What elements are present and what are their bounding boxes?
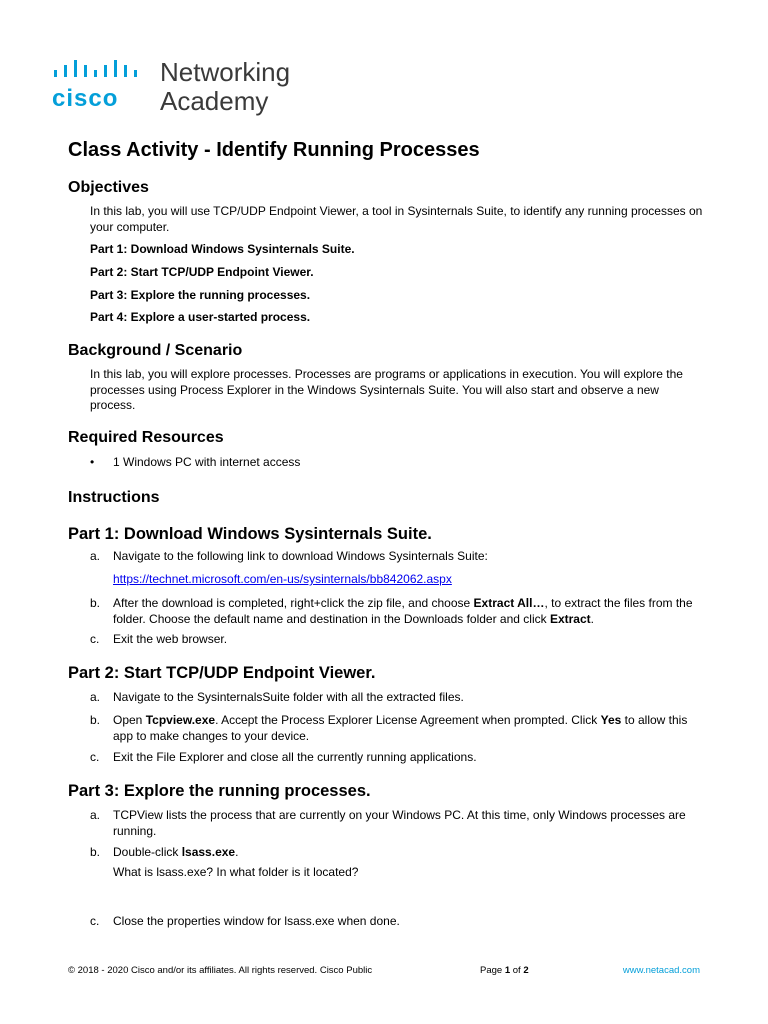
objective-part-1: Part 1: Download Windows Sysinternals Suite.	[90, 242, 355, 256]
step-text: Exit the web browser.	[113, 632, 228, 646]
objectives-intro: In this lab, you will use TCP/UDP Endpoint Viewer, a tool in Sysinternals Suite, to identify any running processes on your computer.	[90, 204, 703, 234]
extract-all-label: Extract All…	[473, 596, 545, 610]
step-marker: c.	[90, 750, 100, 764]
logo-line-networking: Networking	[160, 57, 291, 87]
sysinternals-download-link[interactable]: https://technet.microsoft.com/en-us/sysinternals/bb842062.aspx	[113, 572, 452, 586]
step-marker: a.	[90, 690, 101, 704]
page-title: Class Activity - Identify Running Processes	[68, 139, 480, 161]
logo-line-academy: Academy	[160, 86, 269, 116]
step-text: Navigate to the following link to download Windows Sysinternals Suite:	[113, 549, 488, 563]
instructions-heading: Instructions	[68, 489, 160, 506]
background-heading: Background / Scenario	[68, 342, 243, 359]
copyright-text: © 2018 - 2020 Cisco and/or its affiliates. All rights reserved. Cisco Public	[68, 965, 373, 976]
objective-part-3: Part 3: Explore the running processes.	[90, 288, 311, 302]
step-marker: c.	[90, 632, 100, 646]
objective-part-4: Part 4: Explore a user-started process.	[90, 310, 311, 324]
step-text: TCPView lists the process that are currently on your Windows PC. At this time, only Windows processes are running.	[113, 808, 686, 838]
objective-part-2: Part 2: Start TCP/UDP Endpoint Viewer.	[90, 265, 314, 279]
netacad-link[interactable]: www.netacad.com	[622, 965, 700, 976]
logo-academy-text	[160, 58, 290, 116]
page-footer	[68, 964, 700, 978]
cisco-wordmark: cisco	[52, 85, 119, 112]
step-text: Close the properties window for lsass.exe when done.	[113, 914, 400, 928]
step-text: Exit the File Explorer and close all the currently running applications.	[113, 750, 477, 764]
resource-item-text: 1 Windows PC with internet access	[113, 455, 301, 469]
step-marker: a.	[90, 808, 101, 822]
step-marker: b.	[90, 845, 101, 859]
part1-heading: Part 1: Download Windows Sysinternals Suite.	[68, 525, 432, 543]
cisco-networking-academy-logo	[52, 56, 312, 118]
step-marker: b.	[90, 713, 101, 727]
cisco-bars-icon	[52, 58, 142, 82]
background-text: In this lab, you will explore processes. Processes are programs or applications in execution. You will explore the processes using Process Explorer in the Windows Sysinternals Suite. You will also start and observe a new process.	[90, 367, 683, 412]
extract-label: Extract	[549, 611, 591, 626]
resources-heading: Required Resources	[68, 429, 224, 446]
tcpview-exe-label: Tcpview.exe	[145, 713, 216, 727]
bullet: •	[90, 455, 95, 469]
step-marker: b.	[90, 596, 101, 610]
part2-heading: Part 2: Start TCP/UDP Endpoint Viewer.	[68, 664, 376, 682]
step-text: Open Tcpview.exe. Accept the Process Explorer License Agreement when prompted. Click Yes to allow this app to make changes to your device.	[113, 713, 688, 743]
objectives-heading: Objectives	[68, 179, 149, 196]
step-text: Double-click lsass.exe.	[113, 845, 239, 859]
step-text: After the download is completed, right+click the zip file, and choose Extract All…, to extract the files from the folder. Choose the default name and destination in the Downloads folder and click Extract.	[113, 596, 693, 626]
step-marker: c.	[90, 914, 100, 928]
step-text: Navigate to the SysinternalsSuite folder with all the extracted files.	[113, 690, 464, 704]
yes-label: Yes	[600, 713, 622, 727]
part3-heading: Part 3: Explore the running processes.	[68, 782, 371, 800]
question-text: What is lsass.exe? In what folder is it located?	[113, 865, 359, 879]
step-marker: a.	[90, 549, 101, 563]
page-indicator: Page 1 of 2	[480, 965, 529, 976]
lsass-exe-label: lsass.exe	[181, 845, 236, 859]
